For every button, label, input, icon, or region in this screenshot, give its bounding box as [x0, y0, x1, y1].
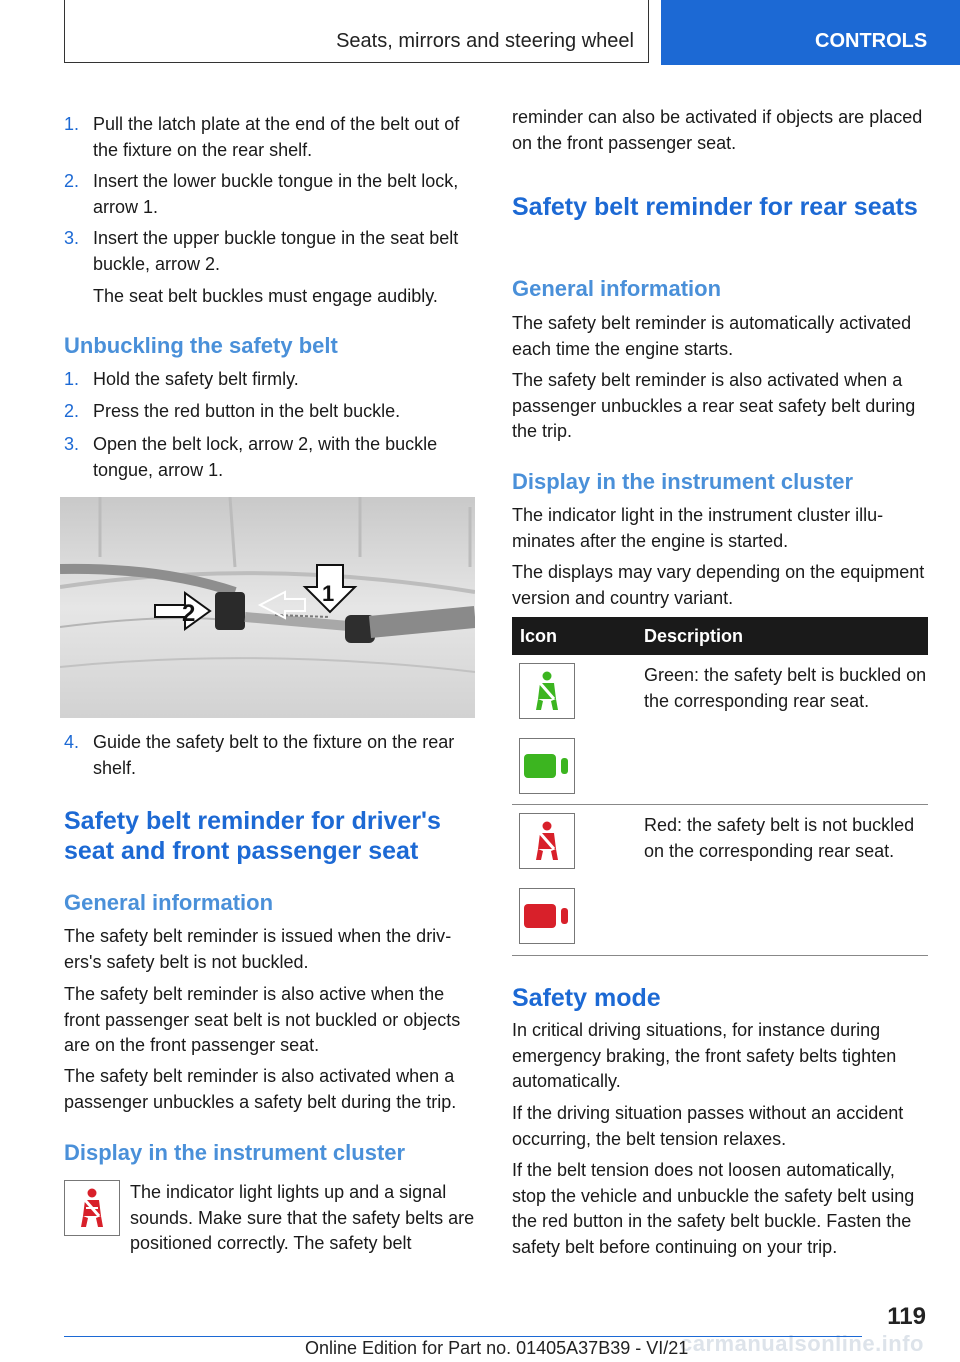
paragraph: The safety belt reminder is also activated when a passenger unbuckles a safety belt during the trip. [64, 1066, 457, 1112]
list-item [64, 432, 478, 483]
step-text: Open the belt lock, arrow 2, with the buckle tongue, arrow 1. [93, 434, 438, 480]
step-text: Insert the upper buckle tongue in the seat belt buckle, arrow 2. [93, 228, 459, 274]
section-heading: Safety mode [512, 984, 661, 1012]
paragraph: The safety belt reminder is automatically activated each time the engine starts. [512, 313, 912, 359]
list-item [64, 112, 478, 163]
list-item [64, 169, 478, 220]
paragraph: The indicator light in the instrument cluster illuminates after the engine is started. [512, 505, 884, 551]
paragraph: If the belt tension does not loosen automatically, stop the vehicle and unbuckle the safety belt using the red button in the safety belt buckle. Fasten the safety belt before continuing on your trip. [512, 1160, 915, 1257]
column-header-icon: Icon [520, 626, 558, 646]
seatbelt-warning-icon [64, 1180, 120, 1236]
page-number: 119 [887, 1303, 926, 1330]
table-cell-description: Green: the safety belt is buckled on the corresponding rear seat. [644, 665, 927, 711]
rear-seat-red-icon [519, 888, 575, 944]
step-number: 3. [64, 434, 80, 454]
watermark: carmanualsonline.info [680, 1331, 924, 1356]
subsection-heading: Display in the instrument cluster [512, 469, 854, 494]
step-text: Hold the safety belt firmly. [93, 369, 299, 389]
paragraph: The indicator light lights up and a signal sounds. Make sure that the safety belts are positioned correctly. The safety belt [130, 1182, 475, 1253]
paragraph: reminder can also be activated if objects are placed on the front passenger seat. [512, 107, 923, 153]
seatbelt-buckled-icon [519, 663, 575, 719]
seatbelt-photo [60, 497, 475, 718]
paragraph: The displays may vary depending on the equipment version and country variant. [512, 562, 925, 608]
table-header [512, 617, 928, 655]
page-footer [0, 1293, 960, 1362]
step-number: 2. [64, 171, 80, 191]
row-divider [512, 955, 928, 956]
section-tab [661, 0, 960, 65]
edition-text: Online Edition for Part no. 01405A37B39 - VI/21 [305, 1338, 689, 1358]
step-number: 2. [64, 401, 80, 421]
list-item [64, 399, 478, 425]
section-heading: Safety belt reminder for driver's seat and front passenger seat [64, 807, 441, 865]
footer-divider [64, 1336, 862, 1337]
column-header-description: Description [644, 626, 744, 646]
step-number: 3. [64, 228, 80, 248]
subsection-heading: General information [512, 276, 722, 301]
list-item [64, 226, 478, 277]
subsection-heading: General information [64, 890, 274, 915]
subsection-heading: Display in the instrument cluster [64, 1140, 406, 1165]
seatbelt-unbuckled-icon [519, 813, 575, 869]
arrow-2-label: 2 [182, 600, 196, 627]
section-title: CONTROLS [815, 30, 928, 52]
seatbelt-photo-illustration [60, 497, 475, 718]
chapter-title: Seats, mirrors and steering wheel [336, 30, 634, 52]
section-heading: Safety belt reminder for rear seats [512, 193, 918, 221]
list-item [64, 367, 478, 393]
paragraph: In critical driving situations, for instance during emergency braking, the front safety belts tighten automatically. [512, 1020, 897, 1091]
step-number: 4. [64, 732, 80, 752]
chapter-tab [64, 0, 649, 63]
step-note: The seat belt buckles must engage audibly. [93, 286, 438, 306]
step-number: 1. [64, 114, 80, 134]
arrow-1-label: 1 [322, 581, 335, 606]
step-text: Insert the lower buckle tongue in the belt lock, arrow 1. [93, 171, 459, 217]
step-text: Press the red button in the belt buckle. [93, 401, 401, 421]
page-header [0, 0, 960, 66]
paragraph: The safety belt reminder is also activated when a passenger unbuckles a rear seat safety belt during the trip. [512, 370, 916, 441]
paragraph: The safety belt reminder is also active when the front passenger seat belt is not buckled or objects are on the front passenger seat. [64, 984, 461, 1055]
step-text: Guide the safety belt to the fixture on the rear shelf. [93, 732, 455, 778]
rear-seat-green-icon [519, 738, 575, 794]
row-divider [512, 804, 928, 805]
step-text: Pull the latch plate at the end of the belt out of the fixture on the rear shelf. [93, 114, 460, 160]
table-cell-description: Red: the safety belt is not buckled on the corresponding rear seat. [644, 815, 915, 861]
paragraph: If the driving situation passes without an accident occurring, the belt tension relaxes. [512, 1103, 904, 1149]
list-item [64, 730, 478, 781]
paragraph: The safety belt reminder is issued when the drivers's safety belt is not buckled. [64, 926, 452, 972]
section-heading: Unbuckling the safety belt [64, 333, 338, 358]
step-number: 1. [64, 369, 80, 389]
